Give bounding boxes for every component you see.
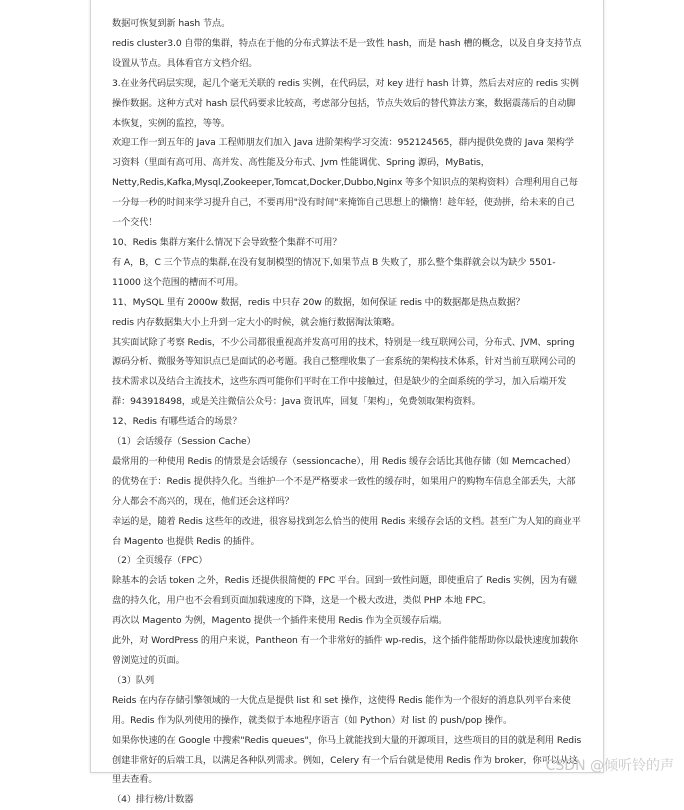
subheading-leaderboard: （4）排行榜/计数器 [112,794,194,806]
document-content [112,14,582,810]
paragraph-fpc-2: 再次以 Magento 为例，Magento 提供一个插件来使用 Redis 作为全页缓存后端。 [112,615,448,627]
paragraph-fpc-1: 除基本的会话 token 之外，Redis 还提供很简便的 FPC 平台。回到一致性问题，即使重启了 Redis 实例，因为有磁盘的持久化，用户也不会看到页面加载速度的下降，这是一个极大改进，类似 PHP 本地 FPC。 [112,575,577,607]
paragraph-session-cache-1: 最常用的一种使用 Redis 的情景是会话缓存（sessioncache），用 Redis 缓存会话比其他存储（如 Memcached）的优势在于：Redis 提供持久化。当维护一个不是严格要求一致性的缓存时，如果用户的购物车信息全部丢失，大部分人都会不高兴的，现在，他们还会这样吗？ [112,455,576,507]
paragraph-promo-backend-group: 其实面试除了考察 Redis，不少公司都很重视高并发高可用的技术，特别是一线互联网公司，分布式、JVM、spring 源码分析、微服务等知识点已是面试的必考题。我自己整理收集了一套系统的架构技术体系，针对当前互联网公司的技术需求以及结合主流技术，这些东西可能你们平时在工作中接触过，但是缺少的全面系统的学习，加入后端开发群：943918498，或是关注微信公众号：Java 资讯库，回复「架构」，免费领取架构资料。 [112,336,576,408]
question-11-heading: 11、MySQL 里有 2000w 数据，redis 中只存 20w 的数据，如何保证 redis 中的数据都是热点数据？ [112,296,525,308]
subheading-session-cache: （1）会话缓存（Session Cache） [112,436,256,448]
document-page [90,0,604,806]
paragraph-promo-java-group: 欢迎工作一到五年的 Java 工程师朋友们加入 Java 进阶架构学习交流：952124565，群内提供免费的 Java 架构学习资料（里面有高可用、高并发、高性能及分布式、Jvm 性能调优、Spring 源码，MyBatis，Netty,Redis,Kafka,Mysql,Zookeeper,Tomcat,Docker,Dubbo,Nginx 等多个知识点的架构资料）合理利用自己每一分每一秒的时间来学习提升自己，不要再用"没有时间"来掩饰自己思想上的懒惰！趁年轻，使劲拼，给未来的自己一个交代！ [112,137,578,229]
answer-11: redis 内存数据集大小上升到一定大小的时候，就会施行数据淘汰策略。 [112,316,401,328]
subheading-queue: （3）队列 [112,674,155,686]
paragraph-fpc-3: 此外，对 WordPress 的用户来说，Pantheon 有一个非常好的插件 wp-redis，这个插件能帮助你以最快速度加载你曾浏览过的页面。 [112,635,578,666]
paragraph-session-cache-2: 幸运的是，随着 Redis 这些年的改进，很容易找到怎么恰当的使用 Redis 来缓存会话的文档。甚至广为人知的商业平台 Magento 也提供 Redis 的插件。 [112,515,581,547]
paragraph-redis-cluster: redis cluster3.0 自带的集群，特点在于他的分布式算法不是一致性 hash，而是 hash 槽的概念，以及自身支持节点设置从节点。具体看官方文档介绍。 [112,37,582,69]
subheading-fpc: （2）全页缓存（FPC） [112,555,208,567]
paragraph-queue-2: 如果你快速的在 Google 中搜索"Redis queues"，你马上就能找到大量的开源项目，这些项目的目的就是利用 Redis 创建非常好的后端工具，以满足各种队列需求。例如，Celery 有一个后台就是使用 Redis 作为 broker，你可以从这里去查看。 [112,734,582,786]
answer-10: 有 A，B，C 三个节点的集群,在没有复制模型的情况下,如果节点 B 失败了，那么整个集群就会以为缺少 5501-11000 这个范围的槽而不可用。 [112,256,556,288]
question-12-heading: 12、Redis 有哪些适合的场景？ [112,416,242,428]
paragraph-queue-1: Reids 在内存存储引擎领域的一大优点是提供 list 和 set 操作，这使得 Redis 能作为一个很好的消息队列平台来使用。Redis 作为队列使用的操作，就类似于本地程序语言（如 Python）对 list 的 push/pop 操作。 [112,694,571,726]
paragraph-business-code: 3.在业务代码层实现，起几个毫无关联的 redis 实例，在代码层，对 key 进行 hash 计算，然后去对应的 redis 实例操作数据。这种方式对 hash 层代码要求比较高，考虑部分包括，节点失效后的替代算法方案，数据震荡后的自动脚本恢复，实例的监控，等等。 [112,77,579,129]
question-10-heading: 10、Redis 集群方案什么情况下会导致整个集群不可用？ [112,236,342,248]
paragraph-hash-recovery: 数据可恢复到新 hash 节点。 [112,18,231,29]
csdn-watermark: CSDN @倾听铃的声 [545,758,674,774]
